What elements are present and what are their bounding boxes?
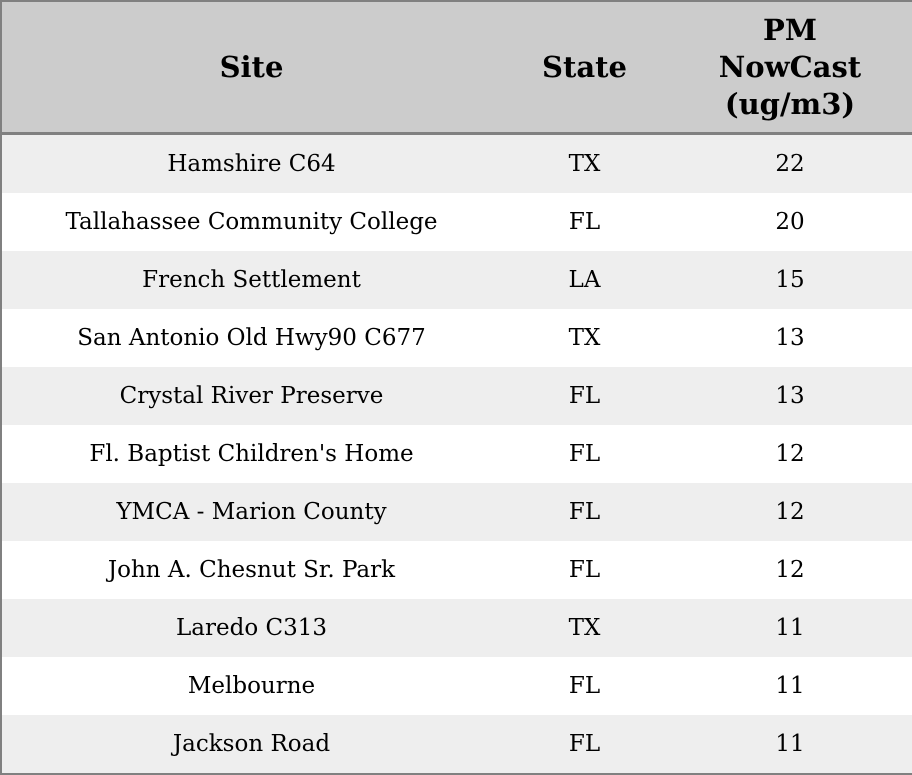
pm-value-cell: 11: [775, 615, 805, 642]
state-cell: LA: [568, 267, 601, 294]
table-header: [1, 1, 912, 134]
site-cell: Hamshire C64: [167, 151, 336, 178]
table-row: [1, 367, 912, 425]
site-cell: Fl. Baptist Children's Home: [89, 441, 414, 468]
state-cell: FL: [568, 383, 601, 410]
column-header-state: State: [501, 1, 668, 134]
header-row: [1, 1, 912, 134]
table-row: [1, 134, 912, 194]
state-cell: FL: [568, 673, 601, 700]
site-cell: San Antonio Old Hwy90 C677: [77, 325, 426, 352]
table-row: [1, 425, 912, 483]
table-row: [1, 483, 912, 541]
site-cell: Melbourne: [187, 673, 316, 700]
table-row: [1, 715, 912, 774]
column-header-pm-nowcast: PM NowCast (ug/m3): [668, 1, 912, 134]
site-cell: YMCA - Marion County: [116, 499, 387, 526]
state-cell: FL: [568, 557, 601, 584]
site-cell: Jackson Road: [172, 731, 331, 758]
state-cell: TX: [568, 615, 601, 642]
table-row: [1, 599, 912, 657]
pm-value-cell: 11: [775, 731, 805, 758]
state-cell: FL: [568, 209, 601, 236]
table-body: [1, 134, 912, 775]
pm-value-cell: 12: [775, 557, 805, 584]
site-cell: John A. Chesnut Sr. Park: [107, 557, 396, 584]
site-cell: Laredo C313: [176, 615, 327, 642]
pm-value-cell: 13: [775, 383, 805, 410]
table-row: [1, 251, 912, 309]
pm-value-cell: 11: [775, 673, 805, 700]
state-cell: FL: [568, 731, 601, 758]
pm-value-cell: 15: [775, 267, 805, 294]
pm-value-cell: 22: [775, 151, 805, 178]
site-cell: Crystal River Preserve: [119, 383, 384, 410]
state-cell: TX: [568, 151, 601, 178]
table-row: [1, 541, 912, 599]
pm-value-cell: 13: [775, 325, 805, 352]
pm-value-cell: 12: [775, 499, 805, 526]
table-row: [1, 309, 912, 367]
column-header-site: Site: [1, 1, 501, 134]
pm-value-cell: 12: [775, 441, 805, 468]
site-cell: Tallahassee Community College: [65, 209, 438, 236]
state-cell: FL: [568, 499, 601, 526]
site-cell: French Settlement: [142, 267, 361, 294]
state-cell: FL: [568, 441, 601, 468]
table-row: [1, 193, 912, 251]
table-row: [1, 657, 912, 715]
pm-value-cell: 20: [775, 209, 805, 236]
state-cell: TX: [568, 325, 601, 352]
